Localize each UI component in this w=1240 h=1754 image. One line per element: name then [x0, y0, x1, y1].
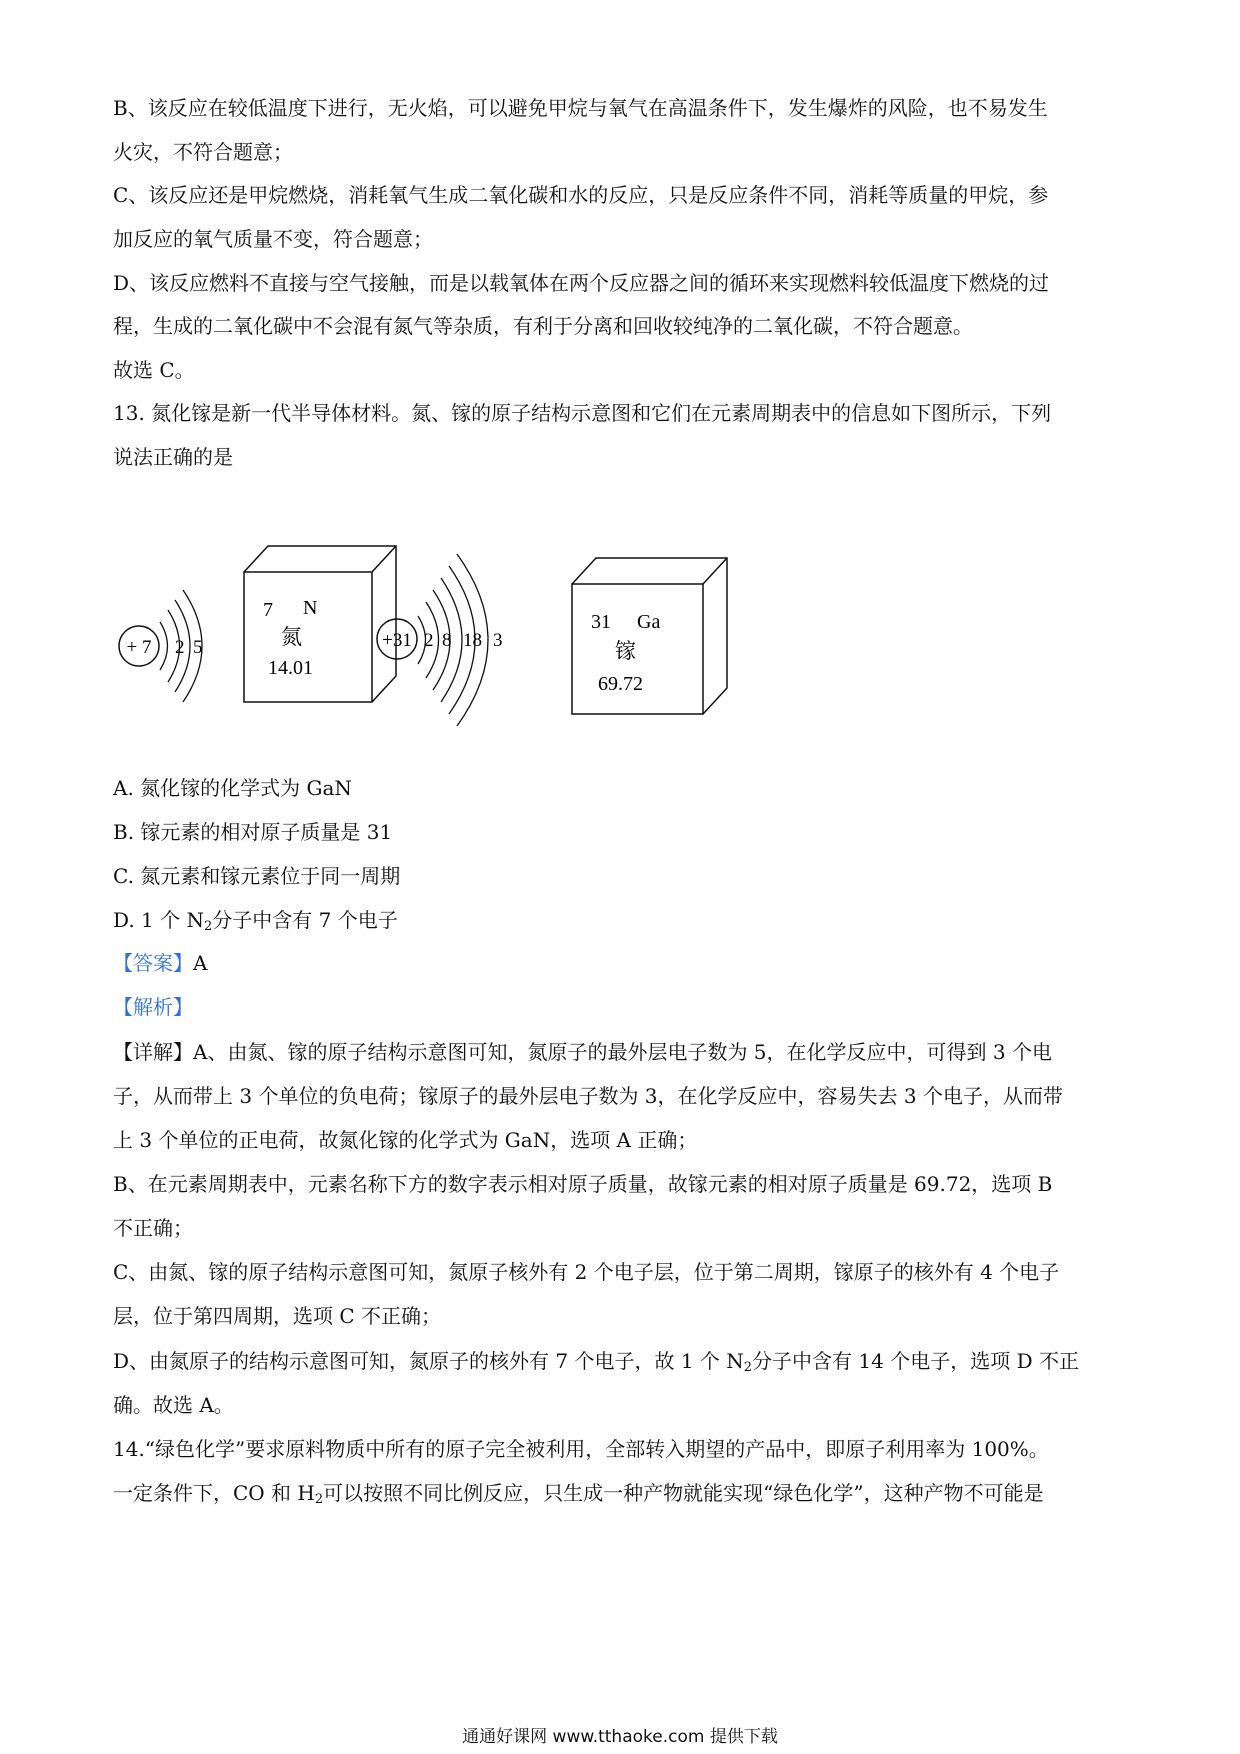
n-atomic-number: 7	[263, 599, 273, 621]
q14-sub: 2	[314, 1492, 324, 1507]
n-shell-1: 2	[175, 637, 185, 658]
n-symbol: N	[303, 597, 318, 619]
answer-value: A	[193, 951, 208, 975]
ga-mass: 69.72	[598, 673, 643, 695]
nitrogen-atom-diagram	[119, 590, 203, 702]
analysis-label	[113, 995, 193, 1019]
ga-shell-4: 3	[493, 630, 503, 651]
ga-symbol: Ga	[637, 611, 661, 633]
atom-structure-figure	[113, 540, 733, 730]
option-a: A. 氮化镓的化学式为 GaN	[113, 776, 352, 800]
detail-line-8	[113, 1349, 1079, 1380]
detail-8-sub: 2	[743, 1360, 753, 1375]
ga-shell-2: 8	[442, 630, 452, 651]
paragraph-b: B、该反应在较低温度下进行，无火焰，可以避免甲烷与氧气在高温条件下，发生爆炸的风险，也不易发生	[113, 96, 1048, 120]
n-nucleus: + 7	[126, 637, 152, 658]
n-shell-2: 5	[193, 637, 203, 658]
detail-line-7: 层，位于第四周期，选项 C 不正确；	[113, 1304, 442, 1328]
detail-line-6: C、由氮、镓的原子结构示意图可知，氮原子核外有 2 个电子层，位于第二周期，镓原子的核外有 4 个电子	[113, 1260, 1060, 1284]
nitrogen-element-cell	[244, 546, 396, 702]
n-name: 氮	[281, 625, 302, 649]
paragraph-d-cont: 程，生成的二氧化碳中不会混有氮气等杂质，有利于分离和回收较纯净的二氧化碳，不符合题意。	[113, 314, 973, 338]
detail-8-pre: D、由氮原子的结构示意图可知，氮原子的核外有 7 个电子，故 1 个 N	[113, 1349, 744, 1373]
detail-label: 【详解】	[113, 1040, 193, 1064]
q14-pre: 一定条件下，CO 和 H	[113, 1481, 315, 1505]
question-13: 13. 氮化镓是新一代半导体材料。氮、镓的原子结构示意图和它们在元素周期表中的信息如下图所示，下列	[113, 401, 1052, 425]
page-footer: 通通好课网 www.tthaoke.com 提供下载	[462, 1727, 778, 1747]
detail-line-5: 不正确；	[113, 1216, 193, 1240]
detail-line-4: B、在元素周期表中，元素名称下方的数字表示相对原子质量，故镓元素的相对原子质量是 69.72，选项 B	[113, 1172, 1053, 1196]
detail-line-3: 上 3 个单位的正电荷，故氮化镓的化学式为 GaN，选项 A 正确；	[113, 1128, 698, 1152]
paragraph-c: C、该反应还是甲烷燃烧，消耗氧气生成二氧化碳和水的反应，只是反应条件不同，消耗等质量的甲烷，参	[113, 183, 1049, 207]
paragraph-c-cont: 加反应的氧气质量不变，符合题意；	[113, 227, 433, 251]
ga-shell-1: 2	[424, 630, 434, 651]
detail-8-post: 分子中含有 14 个电子，选项 D 不正	[752, 1349, 1079, 1373]
question-14: 14.“绿色化学”要求原料物质中所有的原子完全被利用，全部转入期望的产品中，即原子利用率为 100%。	[113, 1437, 1049, 1461]
ga-name: 镓	[615, 639, 636, 663]
option-d-post: 分子中含有 7 个电子	[212, 908, 398, 932]
ga-nucleus: +31	[382, 630, 412, 651]
question-13-cont: 说法正确的是	[113, 445, 233, 469]
detail-line-2: 子，从而带上 3 个单位的负电荷；镓原子的最外层电子数为 3，在化学反应中，容易失去 3 个电子，从而带	[113, 1084, 1063, 1108]
detail-line-1	[113, 1040, 1052, 1064]
ga-atomic-number: 31	[591, 611, 611, 633]
option-b: B. 镓元素的相对原子质量是 31	[113, 820, 393, 844]
q14-post: 可以按照不同比例反应，只生成一种产物就能实现“绿色化学”，这种产物不可能是	[323, 1481, 1044, 1505]
paragraph-d: D、该反应燃料不直接与空气接触，而是以载氧体在两个反应器之间的循环来实现燃料较低温度下燃烧的过	[113, 271, 1050, 295]
option-d-sub: 2	[203, 919, 213, 934]
option-d	[113, 908, 398, 939]
paragraph-b-cont: 火灾，不符合题意；	[113, 140, 293, 164]
gallium-element-cell	[572, 558, 727, 714]
option-c: C. 氮元素和镓元素位于同一周期	[113, 864, 401, 888]
answer-line	[113, 951, 207, 975]
conclusion-c: 故选 C。	[113, 358, 195, 382]
answer-label: 【答案】	[113, 951, 193, 975]
n-mass: 14.01	[268, 657, 313, 679]
ga-shell-3: 18	[463, 630, 482, 651]
detail-line-9: 确。故选 A。	[113, 1393, 234, 1417]
option-d-pre: D. 1 个 N	[113, 908, 204, 932]
question-14-cont	[113, 1481, 1044, 1512]
detail-text-1: A、由氮、镓的原子结构示意图可知，氮原子的最外层电子数为 5，在化学反应中，可得到 3 个电	[193, 1040, 1052, 1064]
analysis-label-text: 【解析】	[113, 995, 193, 1019]
